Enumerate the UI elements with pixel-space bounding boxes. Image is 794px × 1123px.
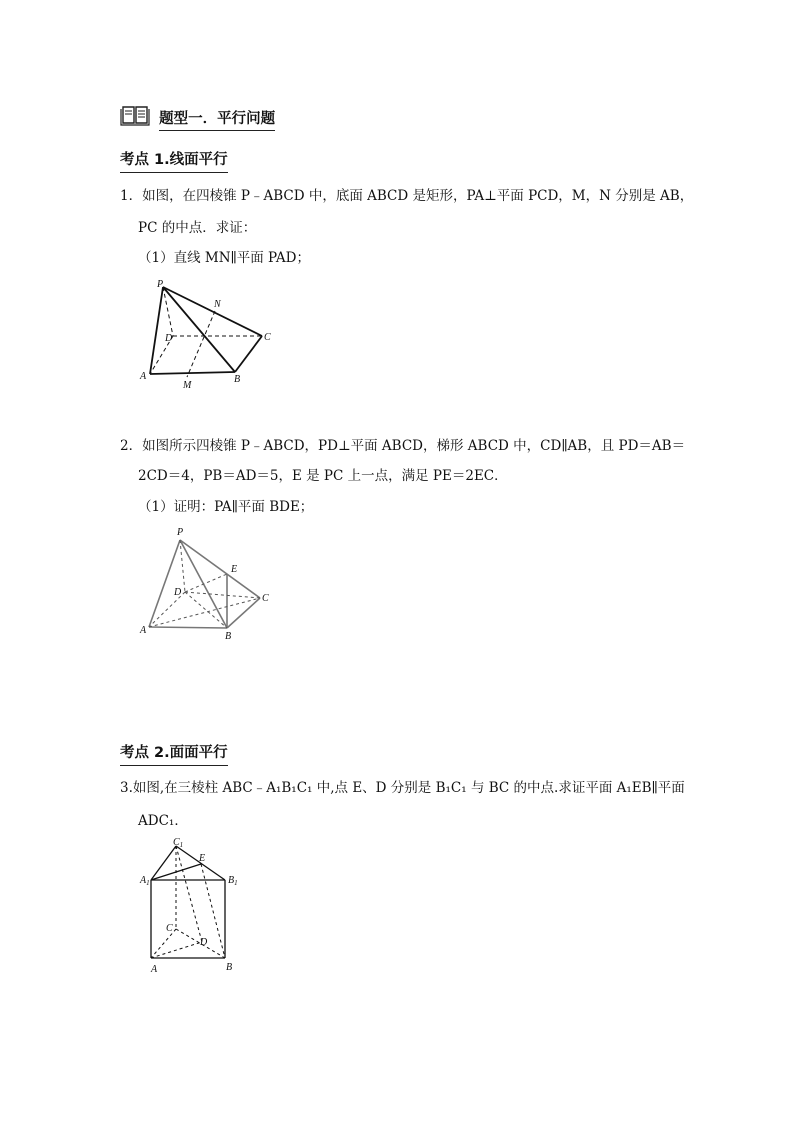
q3-label-d: D bbox=[200, 937, 208, 948]
q2-label-e: E bbox=[231, 564, 238, 575]
q1-part1: （1）直线 MN∥平面 PAD； bbox=[138, 250, 310, 266]
q1-label-p: P bbox=[157, 279, 164, 290]
q1-line2: PC 的中点．求证： bbox=[138, 220, 257, 236]
kaodian-2-title: 考点 2.面面平行 bbox=[120, 741, 228, 766]
q3-line2: ADC₁． bbox=[138, 813, 188, 829]
q2-label-b: B bbox=[225, 631, 232, 642]
section-header-title: 题型一．平行问题 bbox=[159, 111, 275, 131]
q2-label-p: P bbox=[177, 527, 184, 538]
q1-label-m: M bbox=[183, 380, 192, 391]
q2-label-c: C bbox=[262, 593, 269, 604]
q3-figure bbox=[135, 834, 245, 984]
q1-label-n: N bbox=[214, 299, 221, 310]
q1-label-b: B bbox=[234, 374, 241, 385]
q1-line1: 1．如图，在四棱锥 P﹣ABCD 中，底面 ABCD 是矩形，PA⊥平面 PCD，M，N 分别是 AB， bbox=[120, 188, 694, 204]
q2-label-a: A bbox=[140, 625, 147, 636]
q1-label-d: D bbox=[165, 333, 173, 344]
q1-figure bbox=[135, 278, 285, 393]
q2-part1: （1）证明：PA∥平面 BDE； bbox=[138, 499, 314, 515]
q3-label-e: E bbox=[199, 853, 206, 864]
kaodian-1-title: 考点 1.线面平行 bbox=[120, 148, 228, 173]
q3-label-b: B bbox=[226, 962, 233, 973]
section-header bbox=[120, 104, 275, 130]
q3-line1: 3.如图,在三棱柱 ABC﹣A₁B₁C₁ 中,点 E、D 分别是 B₁C₁ 与 BC 的中点.求证平面 A₁EB∥平面 bbox=[120, 780, 685, 796]
q3-label-b1: $B_1$ bbox=[228, 875, 238, 887]
q2-line1: 2．如图所示四棱锥 P﹣ABCD，PD⊥平面 ABCD，梯形 ABCD 中，CD∥AB，且 PD＝AB＝ bbox=[120, 438, 686, 454]
q1-label-c: C bbox=[264, 332, 271, 343]
q3-label-a1: $A_1$ bbox=[140, 875, 150, 887]
q1-label-a: A bbox=[140, 371, 147, 382]
book-icon bbox=[120, 104, 150, 130]
q2-line2: 2CD＝4，PB＝AD＝5，E 是 PC 上一点，满足 PE＝2EC． bbox=[138, 468, 508, 484]
q2-label-d: D bbox=[174, 587, 182, 598]
q3-label-a: A bbox=[151, 964, 158, 975]
q3-label-c1: $C_1$ bbox=[173, 837, 184, 849]
q3-label-c: C bbox=[166, 923, 173, 934]
q2-figure bbox=[135, 522, 280, 647]
